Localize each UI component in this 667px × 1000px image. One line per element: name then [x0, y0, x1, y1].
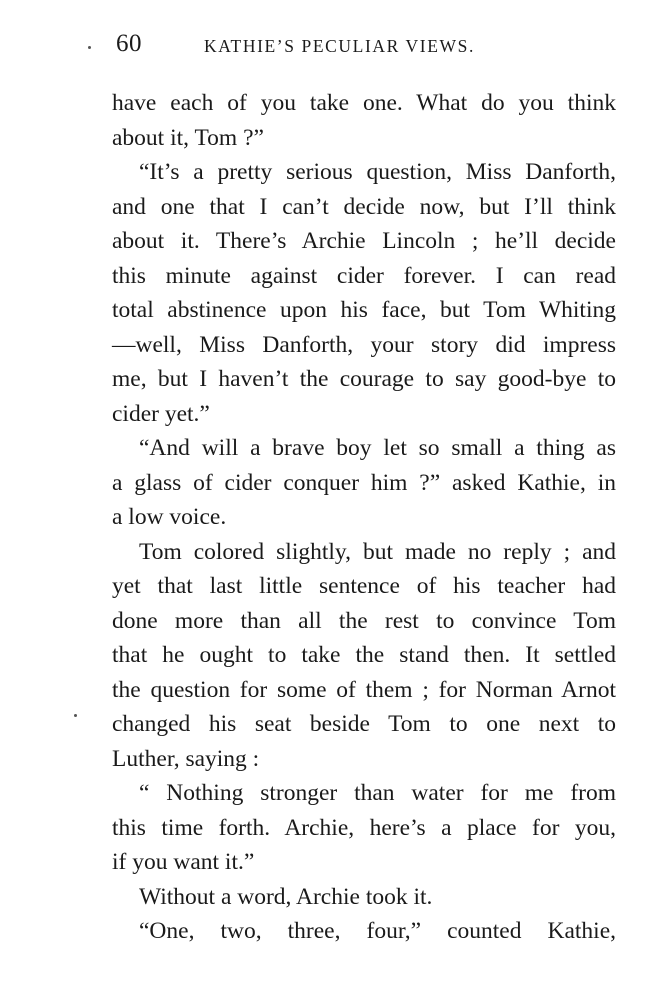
text-line: “ Nothing stronger than water for me from — [139, 780, 616, 806]
text-line: Luther, saying : — [112, 745, 260, 772]
text-line: done more than all the rest to convince Tom — [112, 607, 616, 634]
text-line: me, but I haven’t the courage to say good-bye to — [112, 366, 616, 392]
text-line: have each of you take one. What do you think — [112, 90, 616, 116]
running-title: KATHIE’S PECULIAR VIEWS. — [204, 36, 475, 56]
page-number: 60 — [116, 30, 142, 57]
text-line: Tom colored slightly, but made no reply ; and — [139, 538, 616, 565]
text-line: “It’s a pretty serious question, Miss Danforth, — [139, 159, 616, 185]
text-line: the question for some of them ; for Norman Arnot — [112, 676, 616, 703]
text-line: cider yet.” — [112, 400, 210, 427]
text-line: “One, two, three, four,” counted Kathie, — [139, 918, 616, 944]
text-line: Without a word, Archie took it. — [139, 883, 433, 910]
text-line: that he ought to take the stand then. It settled — [112, 642, 616, 668]
body-text — [112, 86, 616, 949]
text-line: about it. There’s Archie Lincoln ; he’ll decide — [112, 228, 616, 254]
print-speck — [74, 714, 77, 717]
text-line: about it, Tom ?” — [112, 124, 264, 151]
text-line: yet that last little sentence of his teacher had — [112, 573, 616, 599]
text-line: a glass of cider conquer him ?” asked Kathie, in — [112, 469, 616, 496]
text-line: this minute against cider forever. I can read — [112, 262, 616, 289]
text-line: “And will a brave boy let so small a thing as — [139, 435, 616, 461]
text-line: —well, Miss Danforth, your story did impress — [112, 331, 616, 358]
text-line: this time forth. Archie, here’s a place for you, — [112, 814, 616, 841]
running-head — [112, 30, 616, 62]
text-line: and one that I can’t decide now, but I’ll think — [112, 193, 616, 220]
print-speck — [88, 46, 91, 49]
text-line: if you want it.” — [112, 849, 255, 875]
text-line: changed his seat beside Tom to one next to — [112, 711, 616, 737]
text-line: a low voice. — [112, 504, 227, 530]
text-line: total abstinence upon his face, but Tom Whiting — [112, 297, 616, 323]
